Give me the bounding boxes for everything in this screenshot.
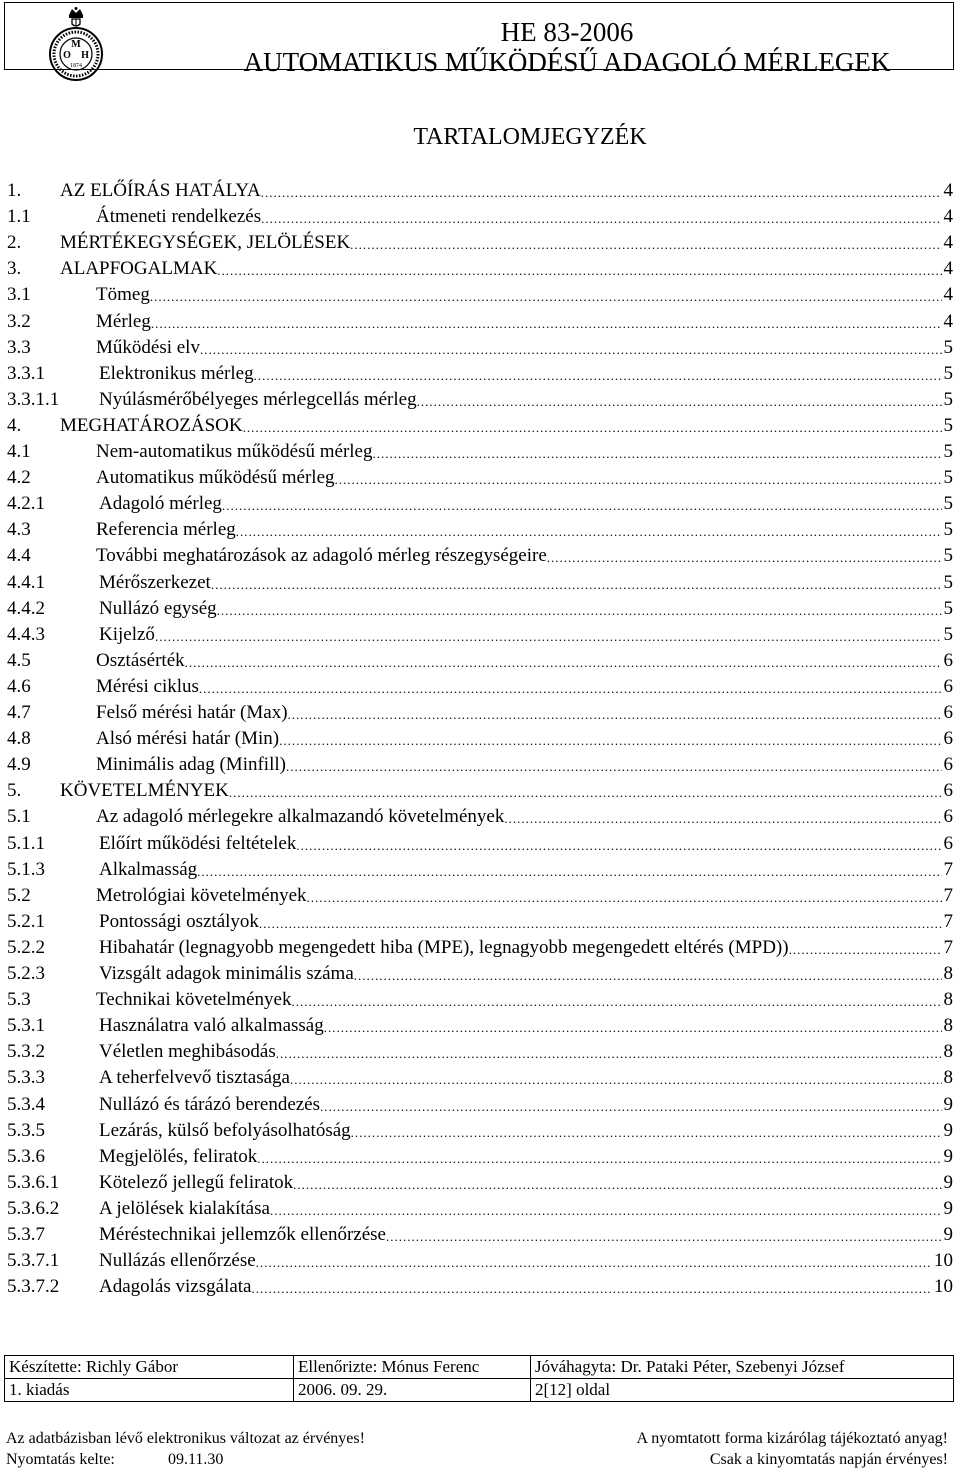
toc-entry-title: Lezárás, külső befolyásolhatóság [99, 1119, 351, 1141]
toc-entry-title: Elektronikus mérleg [99, 362, 254, 384]
toc-entry-page: 6 [943, 806, 953, 828]
toc-entry-title: Pontossági osztályok [99, 910, 259, 932]
toc-entry-page: 5 [943, 441, 953, 462]
toc-entry[interactable] [7, 778, 953, 804]
toc-entry[interactable] [7, 700, 953, 726]
toc-entry-number: 1. [7, 180, 22, 201]
checked-by-cell: Ellenőrizte: Mónus Ferenc [294, 1356, 531, 1379]
toc-entry-title: Hibahatár (legnagyobb megengedett hiba (MPE), legnagyobb megengedett eltérés (MPD)) [99, 936, 789, 958]
page-number-cell: 2[12] oldal [531, 1379, 954, 1402]
toc-entry-title: ALAPFOGALMAK [60, 258, 218, 280]
toc-entry-page: 8 [943, 1015, 953, 1037]
toc-entry-number: 5.2.2 [7, 936, 45, 958]
toc-entry[interactable] [7, 674, 953, 700]
toc-entry-title: Működési elv [96, 336, 200, 358]
toc-entry[interactable] [7, 961, 953, 987]
toc-entry-title: Referencia mérleg [96, 519, 236, 541]
toc-entry[interactable] [7, 1170, 953, 1196]
toc-entry[interactable] [7, 909, 953, 935]
toc-entry-page: 6 [943, 754, 953, 776]
toc-entry-number: 5.2.1 [7, 910, 45, 932]
toc-entry-page: 6 [943, 832, 953, 854]
toc-entry-number: 5.3.6.1 [7, 1171, 60, 1193]
toc-entry-number: 3.1 [7, 284, 31, 306]
document-header [4, 2, 954, 77]
print-date-value: 09.11.30 [168, 1451, 224, 1468]
approved-by-cell: Jóváhagyta: Dr. Pataki Péter, Szebenyi József [531, 1356, 954, 1379]
toc-entry-title: Nyúlásmérőbélyeges mérlegcellás mérleg [99, 388, 417, 410]
toc-entry-number: 2. [7, 232, 22, 254]
toc-entry-page: 5 [943, 388, 953, 410]
toc-entry-page: 7 [943, 884, 953, 906]
toc-entry[interactable] [7, 596, 953, 622]
print-info-note: A nyomtatott forma kizárólag tájékoztató anyag! [636, 1430, 948, 1447]
toc-entry[interactable] [7, 204, 953, 230]
toc-entry-page: 8 [943, 1041, 953, 1063]
toc-entry-page: 4 [943, 232, 953, 254]
toc-entry[interactable] [7, 935, 953, 961]
toc-entry-page: 7 [943, 936, 953, 958]
toc-entry[interactable] [7, 230, 953, 256]
toc-entry-number: 5.1.3 [7, 858, 45, 880]
document-code: HE 83-2006 [500, 17, 634, 47]
toc-entry-page: 9 [943, 1171, 953, 1193]
toc-entry-number: 3.3.1.1 [7, 388, 60, 410]
toc-entry-number: 5.3.5 [7, 1119, 45, 1141]
toc-entry-title: Adagoló mérleg [99, 493, 222, 515]
toc-entry-page: 5 [943, 545, 953, 567]
toc-entry-page: 5 [943, 467, 953, 489]
toc-entry-title: MEGHATÁROZÁSOK [60, 414, 243, 436]
toc-entry-title: Adagolás vizsgálata [99, 1276, 252, 1298]
toc-entry[interactable] [7, 282, 953, 308]
toc-entry-page: 10 [934, 1250, 953, 1272]
toc-entry-page: 9 [943, 1119, 953, 1141]
toc-entry-number: 4.7 [7, 702, 31, 723]
toc-entry-title: A teherfelvevő tisztasága [99, 1067, 290, 1089]
toc-entry-number: 4.5 [7, 649, 31, 671]
toc-entry-number: 4. [7, 414, 22, 436]
toc-entry-number: 5.3.7 [7, 1224, 45, 1245]
toc-entry[interactable] [7, 309, 953, 335]
toc-entry-number: 5.1.1 [7, 832, 45, 854]
toc-entry[interactable] [7, 1222, 953, 1248]
toc-entry-page: 4 [943, 284, 953, 306]
toc-entry-title: Megjelölés, feliratok [99, 1145, 258, 1167]
toc-entry-page: 7 [943, 910, 953, 932]
toc-entry-title: Alsó mérési határ (Min) [96, 728, 280, 750]
date-cell: 2006. 09. 29. [294, 1379, 531, 1402]
toc-entry[interactable] [7, 387, 953, 413]
svg-text:1874: 1874 [70, 63, 82, 69]
document-name: AUTOMATIKUS MŰKÖDÉSŰ ADAGOLÓ MÉRLEGEK [243, 47, 891, 77]
toc-entry[interactable] [7, 361, 953, 387]
print-date-label: Nyomtatás kelte: [6, 1451, 115, 1468]
toc-entry[interactable] [7, 1065, 953, 1091]
document-title [179, 17, 955, 77]
toc-entry-title: Nullázás ellenőrzése [99, 1250, 256, 1272]
toc-entry[interactable] [7, 831, 953, 857]
toc-entry-number: 5.3.2 [7, 1041, 45, 1063]
toc-entry-title: Nullázó és tárázó berendezés [99, 1093, 321, 1115]
toc-entry-title: Osztásérték [96, 649, 185, 671]
toc-entry-number: 3. [7, 258, 22, 280]
prepared-by-cell: Készítette: Richly Gábor [5, 1356, 294, 1379]
toc-entry-page: 5 [943, 493, 953, 515]
toc-entry-page: 6 [943, 780, 953, 802]
toc-entry-number: 5.3 [7, 989, 31, 1011]
toc-entry-page: 10 [934, 1276, 953, 1298]
toc-entry-page: 4 [943, 206, 953, 228]
toc-entry-number: 4.2.1 [7, 493, 45, 515]
toc-entry-number: 3.2 [7, 310, 31, 332]
toc-entry-title: Metrológiai követelmények [96, 884, 307, 906]
toc-entry-title: Nem-automatikus működésű mérleg [96, 441, 373, 462]
toc-entry[interactable] [7, 857, 953, 883]
toc-entry-title: Tömeg [96, 284, 150, 306]
toc-entry-number: 4.3 [7, 519, 31, 541]
toc-entry-page: 6 [943, 728, 953, 750]
toc-entry-title: Alkalmasság [99, 858, 198, 880]
toc-entry[interactable] [7, 804, 953, 830]
toc-entry-title: Mérőszerkezet [99, 571, 211, 593]
toc-entry-page: 5 [943, 336, 953, 358]
toc-entry-page: 4 [943, 310, 953, 332]
approval-table [4, 1355, 954, 1402]
toc-entry[interactable] [7, 1274, 953, 1300]
toc-entry[interactable] [7, 517, 953, 543]
toc-entry[interactable] [7, 178, 953, 204]
toc-entry[interactable] [7, 543, 953, 569]
toc-entry-number: 4.9 [7, 754, 31, 776]
toc-entry-page: 6 [943, 649, 953, 671]
toc-entry-page: 9 [943, 1224, 953, 1245]
toc-entry[interactable] [7, 883, 953, 909]
toc-entry-title: Vizsgált adagok minimális száma [99, 963, 354, 984]
toc-entry[interactable] [7, 1144, 953, 1170]
toc-entry-page: 6 [943, 675, 953, 697]
toc-entry[interactable] [7, 1013, 953, 1039]
toc-entry-page: 8 [943, 989, 953, 1011]
toc-entry-title: Mérleg [96, 310, 151, 332]
toc-entry[interactable] [7, 1248, 953, 1274]
toc-entry-page: 9 [943, 1197, 953, 1219]
toc-entry-number: 5.3.4 [7, 1093, 45, 1115]
toc-entry[interactable] [7, 256, 953, 282]
toc-entry-title: Minimális adag (Minfill) [96, 754, 286, 776]
svg-text:M: M [71, 39, 81, 50]
toc-entry[interactable] [7, 1118, 953, 1144]
toc-entry-number: 5.3.7.1 [7, 1250, 60, 1272]
toc-entry-title: Használatra való alkalmasság [99, 1015, 324, 1037]
toc-entry[interactable] [7, 465, 953, 491]
toc-entry-number: 5.3.7.2 [7, 1276, 60, 1298]
toc-entry[interactable] [7, 987, 953, 1013]
toc-entry-title: Nullázó egység [99, 597, 217, 619]
toc-entry-number: 4.4.2 [7, 597, 45, 619]
toc-entry-title: KÖVETELMÉNYEK [60, 780, 229, 802]
toc-entry-number: 4.8 [7, 728, 31, 750]
print-validity-note: Csak a kinyomtatás napján érvényes! [709, 1451, 948, 1468]
toc-entry[interactable] [7, 726, 953, 752]
validity-note: Az adatbázisban lévő elektronikus változat az érvényes! [6, 1430, 365, 1447]
toc-heading: TARTALOMJEGYZÉK [413, 124, 647, 150]
edition-cell: 1. kiadás [5, 1379, 294, 1402]
toc-entry-page: 5 [943, 597, 953, 619]
toc-entry-number: 5.2 [7, 884, 31, 906]
toc-entry-number: 4.4.1 [7, 571, 45, 593]
toc-entry[interactable] [7, 1196, 953, 1222]
toc-entry[interactable] [7, 1039, 953, 1065]
toc-entry-page: 8 [943, 963, 953, 984]
toc-entry-page: 8 [943, 1067, 953, 1089]
toc-entry-page: 5 [943, 623, 953, 645]
toc-entry[interactable] [7, 491, 953, 517]
toc-entry[interactable] [7, 752, 953, 778]
toc-entry-number: 5.3.6 [7, 1145, 45, 1167]
toc-entry-number: 4.4.3 [7, 623, 45, 645]
svg-text:H: H [81, 50, 89, 61]
toc-entry-number: 5.2.3 [7, 963, 45, 984]
toc-entry-number: 5. [7, 780, 22, 802]
toc-entry-title: Automatikus működésű mérleg [96, 467, 335, 489]
toc-entry[interactable] [7, 648, 953, 674]
toc-entry-number: 5.3.3 [7, 1067, 45, 1089]
toc-entry-number: 1.1 [7, 206, 31, 228]
toc-entry-title: Felső mérési határ (Max) [96, 702, 288, 723]
toc-entry-number: 4.6 [7, 675, 31, 697]
toc-dot-leader [251, 1274, 932, 1304]
toc-entry-title: Kötelező jellegű feliratok [99, 1171, 294, 1193]
toc-entry-number: 4.4 [7, 545, 31, 567]
toc-entry-title: MÉRTÉKEGYSÉGEK, JELÖLÉSEK [60, 232, 351, 254]
toc-entry-title: Átmeneti rendelkezés [96, 206, 262, 228]
toc-entry[interactable] [7, 335, 953, 361]
toc-entry-page: 4 [943, 180, 953, 201]
toc-entry-page: 6 [943, 702, 953, 723]
svg-text:O: O [63, 50, 71, 61]
toc-entry[interactable] [7, 622, 953, 648]
toc-entry-page: 9 [943, 1145, 953, 1167]
toc-entry-page: 5 [943, 571, 953, 593]
toc-entry-number: 5.3.1 [7, 1015, 45, 1037]
toc-entry-title: Méréstechnikai jellemzők ellenőrzése [99, 1224, 386, 1245]
toc-entry-number: 3.3 [7, 336, 31, 358]
toc-entry-title: Technikai követelmények [96, 989, 292, 1011]
toc-entry-title: Az adagoló mérlegekre alkalmazandó követelmények [96, 806, 505, 828]
toc-entry-page: 5 [943, 362, 953, 384]
toc-entry-page: 4 [943, 258, 953, 280]
toc-entry[interactable] [7, 570, 953, 596]
toc-entry-page: 5 [943, 414, 953, 436]
toc-entry-title: További meghatározások az adagoló mérleg részegységeire [96, 545, 547, 567]
toc-entry[interactable] [7, 413, 953, 439]
toc-entry-title: Előírt működési feltételek [99, 832, 297, 854]
toc-entry-title: Kijelző [99, 623, 155, 645]
toc-entry-title: Mérési ciklus [96, 675, 199, 697]
toc-entry[interactable] [7, 439, 953, 465]
toc-entry-title: AZ ELŐÍRÁS HATÁLYA [60, 180, 261, 201]
toc-entry-number: 5.1 [7, 806, 31, 828]
toc-entry-number: 3.3.1 [7, 362, 45, 384]
toc-entry[interactable] [7, 1092, 953, 1118]
toc-entry-page: 5 [943, 519, 953, 541]
toc-entry-title: Véletlen meghibásodás [99, 1041, 276, 1063]
toc-entry-title: A jelölések kialakítása [99, 1197, 270, 1219]
mkeh-seal-logo [47, 7, 105, 89]
toc-entry-number: 5.3.6.2 [7, 1197, 60, 1219]
toc-entry-page: 9 [943, 1093, 953, 1115]
toc-entry-page: 7 [943, 858, 953, 880]
toc-entry-number: 4.1 [7, 441, 31, 462]
toc-entry-number: 4.2 [7, 467, 31, 489]
